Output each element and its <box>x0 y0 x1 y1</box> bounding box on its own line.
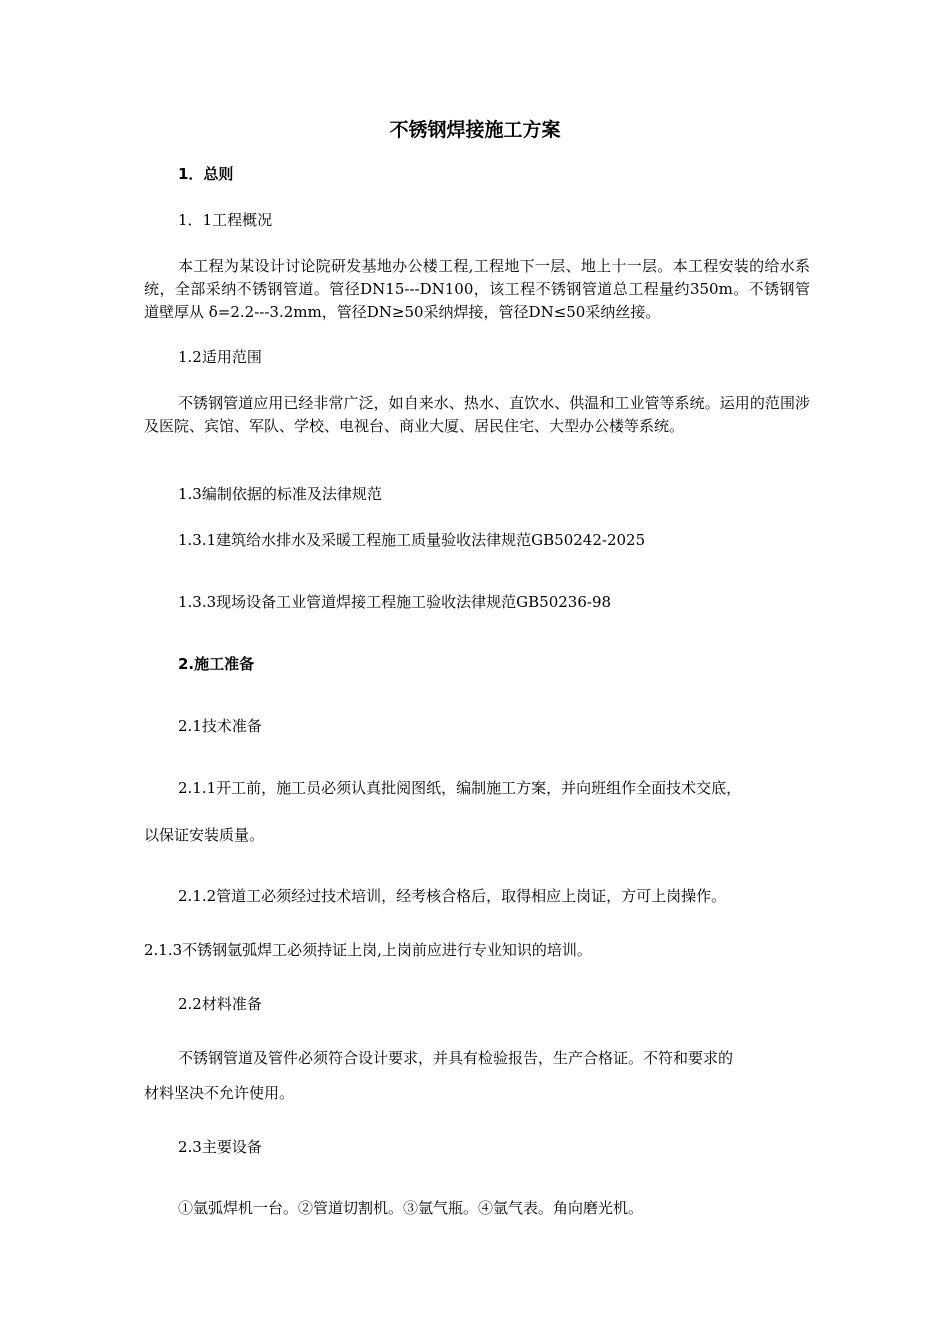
section-2-1-2-item: 2.1.2管道工必须经过技术培训，经考核合格后，取得相应上岗证，方可上岗操作。 <box>178 887 727 905</box>
section-2-heading: 2.施工准备 <box>178 655 255 673</box>
section-1-heading: 1．总则 <box>178 165 234 183</box>
section-2-3-paragraph: ①氩弧焊机一台。②管道切割机。③氩气瓶。④氩气表。角向磨光机。 <box>178 1199 644 1217</box>
document-title: 不锈钢焊接施工方案 <box>389 119 561 141</box>
section-2-1-heading: 2.1技术准备 <box>178 717 262 735</box>
section-1-3-1-item: 1.3.1建筑给水排水及采暖工程施工质量验收法律规范GB50242-2025 <box>178 531 646 549</box>
section-2-1-1-line-1: 2.1.1开工前，施工员必须认真批阅图纸，编制施工方案，并向班组作全面技术交底， <box>178 779 742 797</box>
section-1-1-heading: 1．1工程概况 <box>178 211 273 229</box>
section-2-2-heading: 2.2材料准备 <box>178 995 262 1013</box>
section-2-1-3-item: 2.1.3不锈钢氩弧焊工必须持证上岗,上岗前应进行专业知识的培训。 <box>144 941 592 959</box>
section-1-3-3-item: 1.3.3现场设备工业管道焊接工程施工验收法律规范GB50236-98 <box>178 593 612 611</box>
section-2-1-1-line-2: 以保证安装质量。 <box>144 826 265 844</box>
section-1-2-heading: 1.2适用范围 <box>178 348 262 366</box>
section-1-1-paragraph: 本工程为某设计讨论院研发基地办公楼工程,工程地下一层、地上十一层。本工程安装的给水系统，全部采纳不锈钢管道。管径DN15---DN100，该工程不锈钢管道总工程量约350m。不锈钢管道壁厚从 δ=2.2---3.2mm，管径DN≥50采纳焊接，管径DN≤50采纳丝接。 <box>144 257 810 321</box>
section-2-2-line-2: 材料坚决不允许使用。 <box>144 1084 295 1102</box>
section-2-3-heading: 2.3主要设备 <box>178 1138 262 1156</box>
section-2-2-line-1: 不锈钢管道及管件必须符合设计要求，并具有检验报告，生产合格证。不符和要求的 <box>178 1049 734 1067</box>
section-1-3-heading: 1.3编制依据的标准及法律规范 <box>178 485 382 503</box>
section-1-2-paragraph: 不锈钢管道应用已经非常广泛，如自来水、热水、直饮水、供温和工业管等系统。运用的范围涉及医院、宾馆、军队、学校、电视台、商业大厦、居民住宅、大型办公楼等系统。 <box>144 394 810 435</box>
